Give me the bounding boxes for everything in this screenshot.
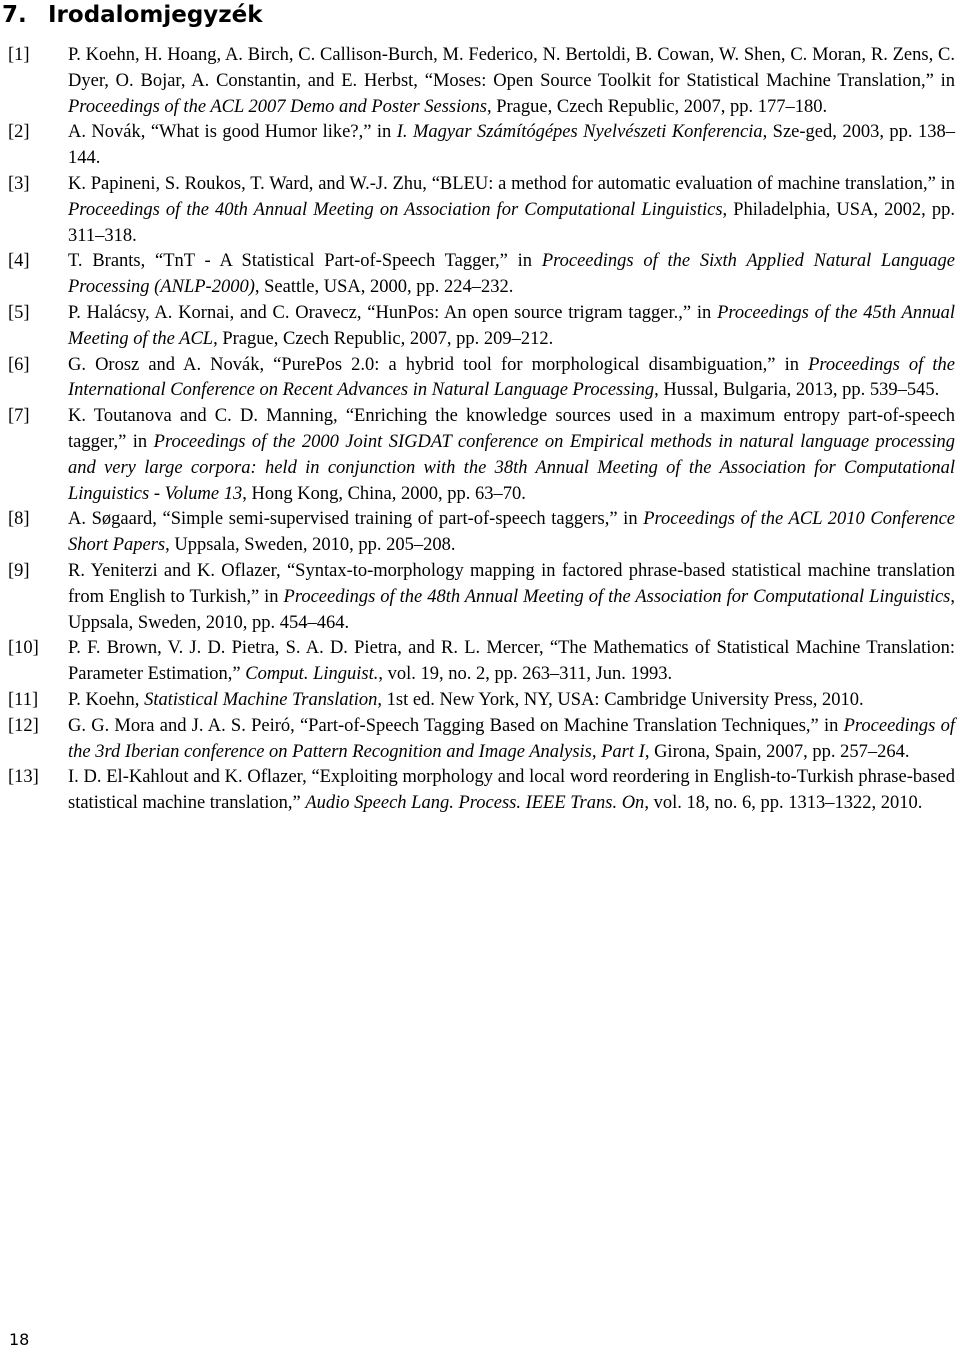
reference-text bbox=[68, 714, 955, 766]
reference-venue-italic: Proceedings of the Sixth Applied Natural Language Processing (ANLP-2000) bbox=[68, 251, 955, 298]
reference-item bbox=[0, 404, 955, 507]
reference-venue-italic: Proceedings of the 2000 Joint SIGDAT conference on Empirical methods in natural language processing and very large corpora: held in conjunction with the 38th Annual Meeting of the Association for Computational Linguistics - Volume 13 bbox=[68, 431, 955, 504]
reference-item bbox=[0, 43, 955, 120]
reference-venue-italic: Audio Speech Lang. Process. IEEE Trans. On bbox=[305, 793, 645, 814]
reference-text bbox=[68, 172, 955, 249]
reference-text bbox=[68, 404, 955, 507]
reference-text-run: , Philadelphia, USA, 2002, pp. 311–318. bbox=[68, 199, 955, 246]
reference-text-run: A. Novák, “What is good Humor like?,” in bbox=[68, 122, 397, 143]
reference-text bbox=[68, 120, 955, 172]
section-title: Irodalomjegyzék bbox=[48, 2, 263, 28]
reference-label: [3] bbox=[8, 173, 30, 194]
reference-text-run: P. Koehn, bbox=[68, 689, 145, 710]
reference-venue-italic: Proceedings of the 40th Annual Meeting on Association for Computational Linguistics bbox=[68, 199, 723, 220]
reference-label: [12] bbox=[8, 715, 39, 736]
reference-label: [5] bbox=[8, 302, 30, 323]
reference-text-run: , Prague, Czech Republic, 2007, pp. 177–180. bbox=[486, 96, 828, 117]
reference-text-run: , Uppsala, Sweden, 2010, pp. 205–208. bbox=[165, 535, 456, 556]
reference-label: [7] bbox=[8, 406, 30, 427]
reference-venue-italic: Proceedings of the 48th Annual Meeting of the Association for Computational Linguistics bbox=[283, 586, 951, 607]
reference-venue-italic: Proceedings of the International Conference on Recent Advances in Natural Language Processing bbox=[68, 354, 955, 401]
reference-text bbox=[68, 43, 955, 120]
reference-text bbox=[68, 249, 955, 301]
reference-label: [9] bbox=[8, 560, 30, 581]
reference-text bbox=[68, 559, 955, 636]
reference-text bbox=[68, 507, 955, 559]
reference-text bbox=[68, 636, 955, 688]
reference-item bbox=[0, 714, 955, 766]
reference-text-run: , vol. 19, no. 2, pp. 263–311, Jun. 1993. bbox=[378, 664, 673, 685]
reference-text-run: , Sze-ged, 2003, pp. 138–144. bbox=[68, 122, 955, 169]
reference-text bbox=[68, 765, 955, 817]
section-heading bbox=[0, 0, 263, 34]
reference-label: [4] bbox=[8, 251, 30, 272]
reference-venue-italic: Proceedings of the ACL 2007 Demo and Poster Sessions bbox=[68, 96, 487, 117]
reference-item bbox=[0, 249, 955, 301]
reference-venue-italic: Proceedings of the 3rd Iberian conference on Pattern Recognition and Image Analysis, Part I bbox=[68, 715, 955, 762]
section-number: 7. bbox=[2, 2, 27, 28]
reference-text-run: , Prague, Czech Republic, 2007, pp. 209–212. bbox=[213, 328, 554, 349]
reference-text bbox=[68, 688, 955, 714]
reference-label: [1] bbox=[8, 45, 30, 65]
reference-item bbox=[0, 172, 955, 249]
reference-label: [13] bbox=[8, 767, 39, 788]
reference-text-run: G. Orosz and A. Novák, “PurePos 2.0: a hybrid tool for morphological disambiguation,” in bbox=[68, 354, 809, 375]
reference-list bbox=[0, 43, 955, 817]
reference-venue-italic: I. Magyar Számítógépes Nyelvészeti Konferencia bbox=[396, 122, 763, 143]
reference-venue-italic: Comput. Linguist. bbox=[245, 664, 379, 685]
reference-label: [8] bbox=[8, 509, 30, 530]
reference-text-run: , 1st ed. New York, NY, USA: Cambridge University Press, 2010. bbox=[377, 689, 864, 710]
reference-item bbox=[0, 301, 955, 353]
reference-text-run: A. Søgaard, “Simple semi-supervised training of part-of-speech taggers,” in bbox=[68, 509, 644, 530]
reference-label: [2] bbox=[8, 122, 30, 143]
reference-text-run: T. Brants, “TnT - A Statistical Part-of-Speech Tagger,” in bbox=[68, 251, 542, 272]
reference-item bbox=[0, 636, 955, 688]
reference-item bbox=[0, 559, 955, 636]
reference-text-run: , Hong Kong, China, 2000, pp. 63–70. bbox=[242, 483, 526, 504]
reference-text-run: R. Yeniterzi and K. Oflazer, “Syntax-to-morphology mapping in factored phrase-based statistical machine translation from English to Turkish,” in bbox=[68, 560, 955, 607]
reference-text-run: K. Toutanova and C. D. Manning, “Enriching the knowledge sources used in a maximum entropy part-of-speech tagger,” in bbox=[68, 406, 955, 452]
reference-text-run: , Hussal, Bulgaria, 2013, pp. 539–545. bbox=[654, 380, 940, 401]
reference-text-run: I. D. El-Kahlout and K. Oflazer, “Exploiting morphology and local word reordering in English-to-Turkish phrase-based statistical machine translation,” bbox=[68, 767, 955, 814]
reference-text-run: , Seattle, USA, 2000, pp. 224–232. bbox=[254, 277, 514, 298]
reference-item bbox=[0, 353, 955, 405]
reference-item bbox=[0, 120, 955, 172]
reference-text bbox=[68, 353, 955, 405]
reference-text-run: P. Halácsy, A. Kornai, and C. Oravecz, “HunPos: An open source trigram tagger.,” in bbox=[68, 302, 718, 323]
reference-text-run: , Girona, Spain, 2007, pp. 257–264. bbox=[644, 741, 910, 762]
reference-text-run: K. Papineni, S. Roukos, T. Ward, and W.-J. Zhu, “BLEU: a method for automatic evaluation of machine translation,” in bbox=[68, 173, 955, 194]
reference-venue-italic: Proceedings of the ACL 2010 Conference Short Papers bbox=[68, 509, 956, 556]
reference-text-run: , vol. 18, no. 6, pp. 1313–1322, 2010. bbox=[644, 793, 923, 814]
page-number: 18 bbox=[9, 1330, 30, 1349]
reference-label: [11] bbox=[8, 689, 39, 710]
reference-item bbox=[0, 507, 955, 559]
reference-text-run: G. G. Mora and J. A. S. Peiró, “Part-of-Speech Tagging Based on Machine Translation Techniques,” in bbox=[68, 715, 844, 736]
reference-text-run: P. F. Brown, V. J. D. Pietra, S. A. D. Pietra, and R. L. Mercer, “The Mathematics of Statistical Machine Translation: Parameter Estimation,” bbox=[68, 638, 955, 685]
reference-label: [10] bbox=[8, 638, 39, 659]
reference-venue-italic: Proceedings of the 45th Annual Meeting of the ACL bbox=[68, 302, 955, 349]
reference-text-run: , Uppsala, Sweden, 2010, pp. 454–464. bbox=[68, 586, 955, 633]
reference-text-run: P. Koehn, H. Hoang, A. Birch, C. Callison-Burch, M. Federico, N. Bertoldi, B. Cowan, W. Shen, C. Moran, R. Zens, C. Dyer, O. Bojar, A. Constantin, and E. Herbst, “Moses: Open Source Toolkit for Statistical Machine Translation,” in bbox=[68, 45, 955, 91]
reference-text bbox=[68, 301, 955, 353]
reference-label: [6] bbox=[8, 354, 30, 375]
reference-item bbox=[0, 765, 955, 817]
reference-venue-italic: Statistical Machine Translation bbox=[144, 689, 378, 710]
reference-item bbox=[0, 688, 955, 714]
